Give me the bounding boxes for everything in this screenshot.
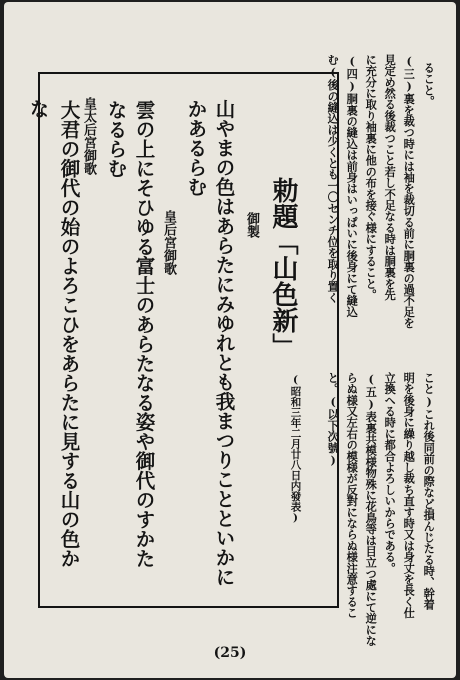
dowager-poem-line-1: 大君の御代の始のよろこひをあらたに見する山の色か [57,100,81,568]
note-line-7: こと)これ後同前の際など損んじたる時、幹着 [422,372,437,610]
document-page [4,2,456,678]
page-number: (25) [213,645,247,661]
dowager-poem-label: 皇太后宮御歌 [81,97,96,175]
note-line-11: らぬ様又左右の模様が反對にならぬ様注意するこ [345,372,360,619]
note-line-9: 立換へる時に都合よろしいからである。 [383,372,398,574]
announcement-date: (昭和三年二月廿八日内發表) [289,374,302,524]
note-line-8: 明を後身に繰り越し裁ち直す時又は身丈を長く仕 [402,372,417,619]
dowager-poem-line-2: な [26,99,50,119]
note-line-4: に充分に取り袖裏に他の布を接ぐ様にすること。 [364,54,379,301]
note-line-5: (四)胴裏の縫込は前身はいっぱいに後身にて縫込 [345,54,360,318]
note-line-3: 見定め然る後裁つこと若し不足なる時は胴裏を先 [383,54,398,301]
note-line-10: (五)表裏共模様物殊に花鳥等は目立つ處にて逆にな [364,372,379,647]
poem-title: 勅題「山色新」 [268,177,298,359]
note-line-12: と。(以下次號) [326,372,341,468]
empress-poem-label: 皇后宮御歌 [161,210,176,275]
emperor-poem-line-2: かあるらむ [184,99,208,197]
empress-poem-line-1: 雲の上にそひゆる富士のあらたなる姿や御代のすかた [132,100,156,568]
emperor-poem-label: 御製 [244,212,259,238]
empress-poem-line-2: なるらむ [104,100,128,178]
emperor-poem-line-1: 山やまの色はあらたにみゆれとも我まつりことといかに [212,99,236,587]
note-line-1: ること。 [422,62,437,107]
note-line-2: (三)裏を裁つ時には袖を裁切る前に胴裏の過不足を [402,54,417,329]
note-line-6: む(後の縫込は少くとも一〇センチ位を取り置く [326,54,341,304]
